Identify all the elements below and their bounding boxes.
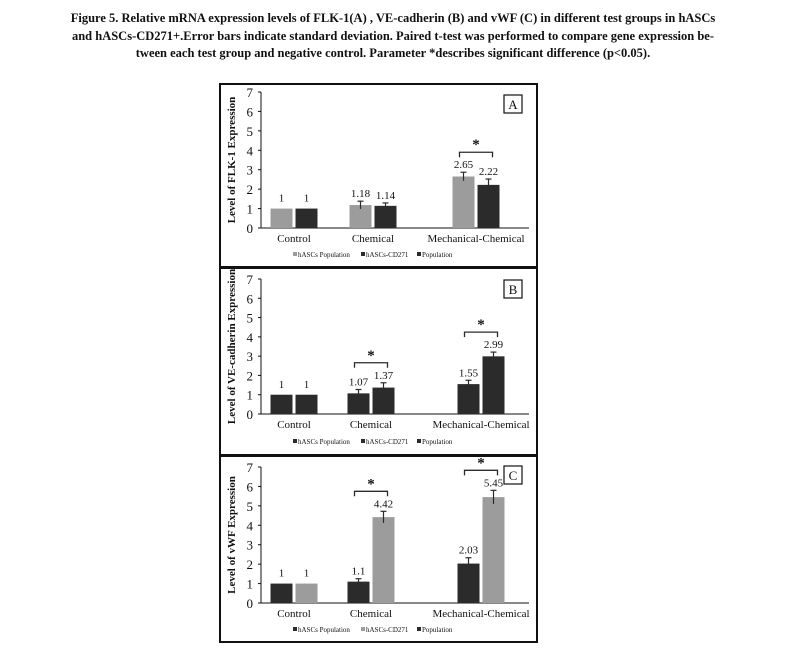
- bar: [348, 582, 370, 603]
- data-label: 1: [278, 192, 285, 205]
- y-tick-label: 5: [246, 310, 253, 326]
- legend-swatch: [361, 252, 365, 256]
- y-tick-label: 7: [246, 460, 253, 475]
- x-tick-label: Mechanical-Chemical: [432, 419, 530, 431]
- significance-marker: *: [477, 317, 485, 334]
- data-label: 1: [303, 567, 310, 580]
- legend-swatch: [293, 252, 297, 256]
- data-label: 2.22: [478, 166, 499, 179]
- x-tick-label: Control: [277, 419, 311, 431]
- y-tick-label: 0: [246, 407, 253, 422]
- panel-a-flk1: [219, 83, 538, 268]
- bar: [296, 395, 318, 414]
- data-label: 1.1: [351, 565, 366, 578]
- bar: [375, 206, 397, 228]
- x-tick-label: Control: [277, 608, 311, 620]
- data-label: 1.55: [458, 367, 479, 380]
- legend-label: hASCs-CD271: [366, 626, 409, 634]
- y-tick-label: 7: [246, 272, 253, 287]
- legend-label: Population: [422, 438, 453, 446]
- significance-marker: *: [477, 457, 485, 472]
- y-tick-label: 4: [246, 329, 253, 345]
- legend-swatch: [417, 627, 421, 631]
- legend-swatch: [361, 627, 365, 631]
- panel-c-vwf: [219, 455, 538, 643]
- chart-c-svg: [221, 457, 536, 641]
- panel-b-ve-cadherin: [219, 267, 538, 456]
- x-tick-label: Chemical: [351, 233, 395, 245]
- chart-b-svg: [221, 269, 536, 454]
- data-label: 1: [303, 192, 310, 205]
- y-tick-label: 2: [246, 182, 253, 198]
- legend-swatch: [293, 627, 297, 631]
- data-label: 1.37: [373, 369, 394, 382]
- y-tick-label: 3: [246, 349, 253, 365]
- x-tick-label: Chemical: [349, 419, 393, 431]
- legend-label: hASCs-CD271: [366, 251, 409, 259]
- legend-label: hASCs Population: [298, 438, 350, 446]
- panel-label: A: [508, 97, 518, 112]
- bar: [483, 356, 505, 414]
- data-label: 1: [278, 567, 285, 580]
- data-label: 1: [278, 378, 285, 391]
- y-tick-label: 6: [246, 479, 253, 495]
- caption-line-3: tween each test group and negative control. Parameter *describes significant difference (p<0.05).: [135, 46, 651, 60]
- data-label: 2.65: [453, 159, 474, 172]
- caption-line-2: and hASCs-CD271+.Error bars indicate standard deviation. Paired t-test was performed to compare gene expression be-: [71, 28, 715, 43]
- caption-line-1: Figure 5. Relative mRNA expression levels of FLK-1(A) , VE-cadherin (B) and vWF (C) in different test groups in hASCs: [70, 11, 716, 25]
- bar: [296, 209, 318, 228]
- bar: [458, 384, 480, 414]
- legend-swatch: [293, 439, 297, 443]
- x-tick-label: Control: [277, 233, 311, 245]
- y-tick-label: 3: [246, 162, 253, 178]
- bar: [458, 564, 480, 603]
- y-tick-label: 5: [246, 498, 253, 514]
- bar: [453, 177, 475, 228]
- y-tick-label: 5: [246, 123, 253, 139]
- legend-swatch: [417, 252, 421, 256]
- legend-label: hASCs Population: [298, 251, 350, 259]
- bar: [271, 209, 293, 228]
- y-tick-label: 2: [246, 368, 253, 384]
- chart-a-svg: [221, 85, 536, 266]
- bar: [271, 584, 293, 603]
- y-tick-label: 3: [246, 537, 253, 553]
- y-tick-label: 1: [246, 387, 253, 403]
- data-label: 4.42: [373, 498, 394, 511]
- y-tick-label: 6: [246, 291, 253, 307]
- significance-marker: *: [367, 476, 375, 493]
- panel-label: C: [508, 468, 518, 483]
- y-axis-label: Level of FLK-1 Expression: [226, 96, 238, 224]
- legend-label: Population: [422, 251, 453, 259]
- data-label: 2.03: [458, 544, 479, 557]
- data-label: 5.45: [483, 477, 504, 490]
- legend-swatch: [417, 439, 421, 443]
- x-tick-label: Mechanical-Chemical: [427, 233, 525, 245]
- legend-label: hASCs Population: [298, 626, 350, 634]
- y-tick-label: 0: [246, 596, 253, 611]
- x-tick-label: Mechanical-Chemical: [432, 608, 530, 620]
- y-tick-label: 0: [246, 221, 253, 236]
- data-label: 1.07: [348, 376, 369, 389]
- significance-marker: *: [367, 347, 375, 364]
- y-axis-label: Level of VE-cadherin Expression: [226, 269, 238, 425]
- y-tick-label: 6: [246, 104, 253, 120]
- y-axis-label: Level of vWF Expression: [226, 476, 238, 594]
- y-tick-label: 7: [246, 85, 253, 100]
- bar: [483, 497, 505, 603]
- panel-label: B: [508, 282, 518, 297]
- data-label: 1.18: [350, 188, 371, 201]
- legend-label: Population: [422, 626, 453, 634]
- x-tick-label: Chemical: [349, 608, 393, 620]
- y-tick-label: 2: [246, 557, 253, 573]
- significance-marker: *: [472, 137, 480, 154]
- data-label: 2.99: [483, 339, 504, 352]
- legend-swatch: [361, 439, 365, 443]
- y-tick-label: 1: [246, 201, 253, 217]
- y-tick-label: 4: [246, 518, 253, 534]
- data-label: 1.14: [375, 189, 396, 202]
- y-tick-label: 4: [246, 143, 253, 159]
- y-tick-label: 1: [246, 576, 253, 592]
- bar: [373, 517, 395, 603]
- bar: [296, 584, 318, 603]
- figure-caption: [18, 10, 768, 63]
- data-label: 1: [303, 378, 310, 391]
- bar: [271, 395, 293, 414]
- bar: [478, 185, 500, 228]
- legend-label: hASCs-CD271: [366, 438, 409, 446]
